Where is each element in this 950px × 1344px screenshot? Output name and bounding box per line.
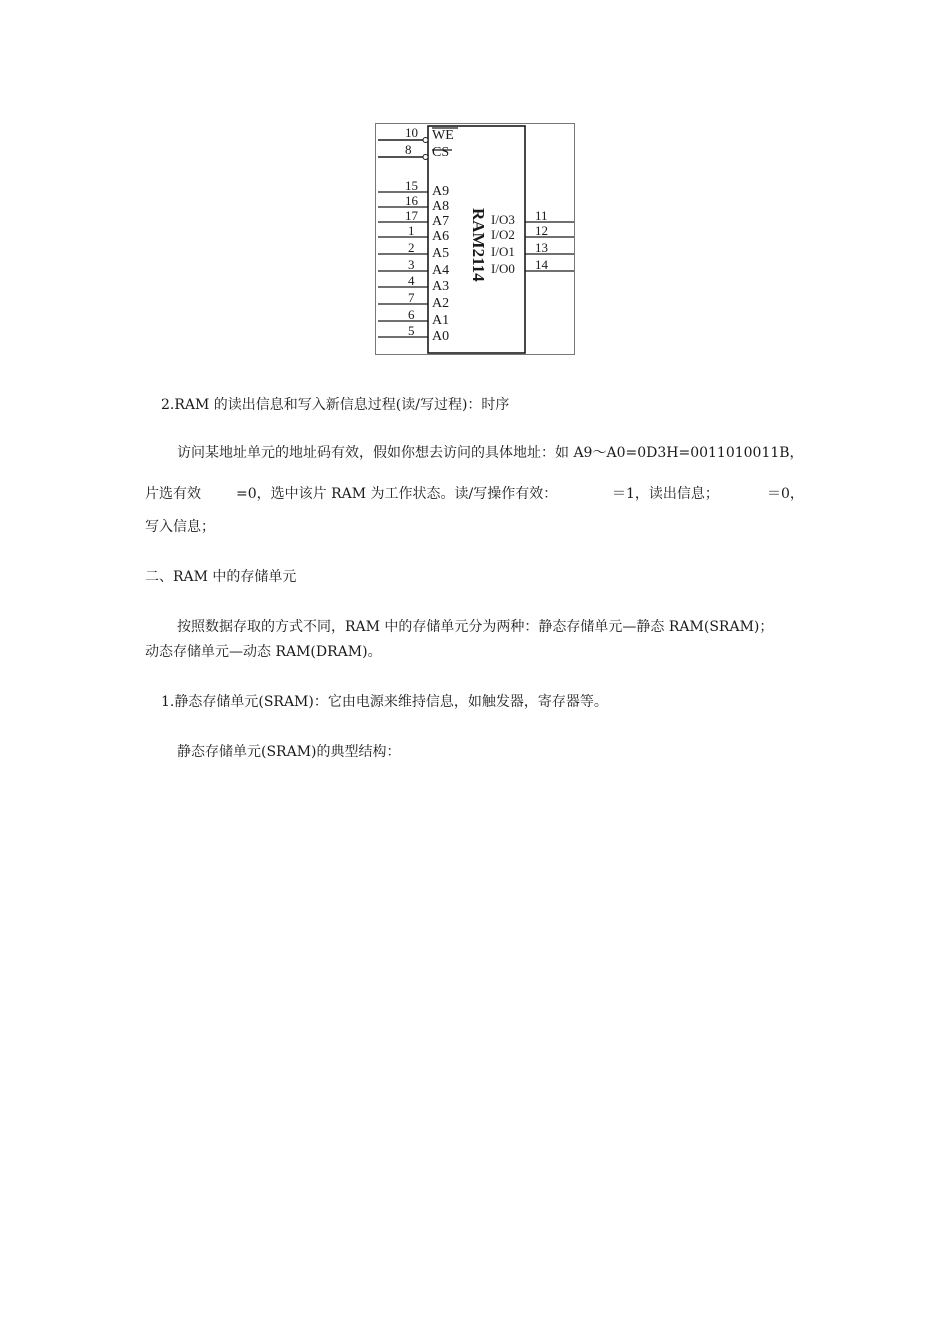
pin-number: 3 (408, 257, 415, 272)
pin-number: 1 (408, 223, 415, 238)
pin-label-io: I/O1 (491, 244, 515, 259)
pin-label-a7: A7 (432, 214, 450, 229)
pin-label-io: I/O2 (491, 227, 515, 242)
inversion-bubble (423, 138, 428, 143)
paragraph-address: 访问某地址单元的地址码有效，假如你想去访问的具体地址：如 A9～A0=0D3H=0011010011B， (177, 445, 804, 461)
pin-number: 4 (408, 273, 415, 288)
pin-label-a5: A5 (432, 246, 450, 261)
pin-label-a3: A3 (432, 279, 450, 294)
pin-number: 12 (535, 223, 548, 238)
read-condition-text: ＝1，读出信息； (612, 486, 719, 502)
chip-name: RAM2114 (469, 208, 488, 282)
paragraph-sram: 1.静态存储单元(SRAM)：它由电源来维持信息，如触发器，寄存器等。 (161, 694, 608, 710)
pin-number: 7 (408, 290, 415, 305)
pin-number: 16 (405, 193, 418, 208)
pin-label-cs: CS (432, 145, 450, 160)
pin-label-a8: A8 (432, 199, 450, 214)
pin-number: 2 (408, 240, 415, 255)
ram2114-chip-diagram (375, 123, 575, 355)
pin-label-a4: A4 (432, 263, 450, 278)
paragraph-sram-structure: 静态存储单元(SRAM)的典型结构： (177, 744, 401, 760)
paragraph-write-info: 写入信息； (145, 519, 215, 535)
paragraph-dram: 动态存储单元—动态 RAM(DRAM)。 (145, 644, 382, 660)
paragraph-storage-types: 按照数据存取的方式不同，RAM 中的存储单元分为两种：静态存储单元—静态 RAM(SRAM)； (177, 619, 774, 635)
chip-select-text: =0，选中该片 RAM 为工作状态。读/写操作有效： (236, 486, 558, 502)
pin-number: 8 (405, 142, 412, 157)
pin-number: 15 (405, 178, 418, 193)
pin-number: 10 (405, 125, 418, 140)
pin-label-a1: A1 (432, 313, 450, 328)
pin-number: 5 (408, 323, 415, 338)
pin-number: 17 (405, 208, 418, 223)
pin-label-we: WE (432, 128, 454, 143)
pin-label-a9: A9 (432, 184, 450, 199)
write-condition-text: ＝0， (767, 486, 804, 502)
pin-label-io: I/O0 (491, 261, 515, 276)
pin-number: 6 (408, 307, 415, 322)
pin-label-a2: A2 (432, 296, 450, 311)
pin-label-io: I/O3 (491, 212, 515, 227)
chip-svg (375, 123, 575, 355)
chip-select-label: 片选有效 (145, 486, 201, 502)
pin-number: 11 (535, 208, 548, 223)
paragraph-timing: 2.RAM 的读出信息和写入新信息过程(读/写过程)：时序 (161, 397, 510, 413)
pin-number: 13 (535, 240, 548, 255)
pin-number: 14 (535, 257, 548, 272)
inversion-bubble (423, 155, 428, 160)
pin-label-a0: A0 (432, 329, 450, 344)
pin-label-a6: A6 (432, 229, 450, 244)
section-heading: 二、RAM 中的存储单元 (145, 569, 297, 585)
